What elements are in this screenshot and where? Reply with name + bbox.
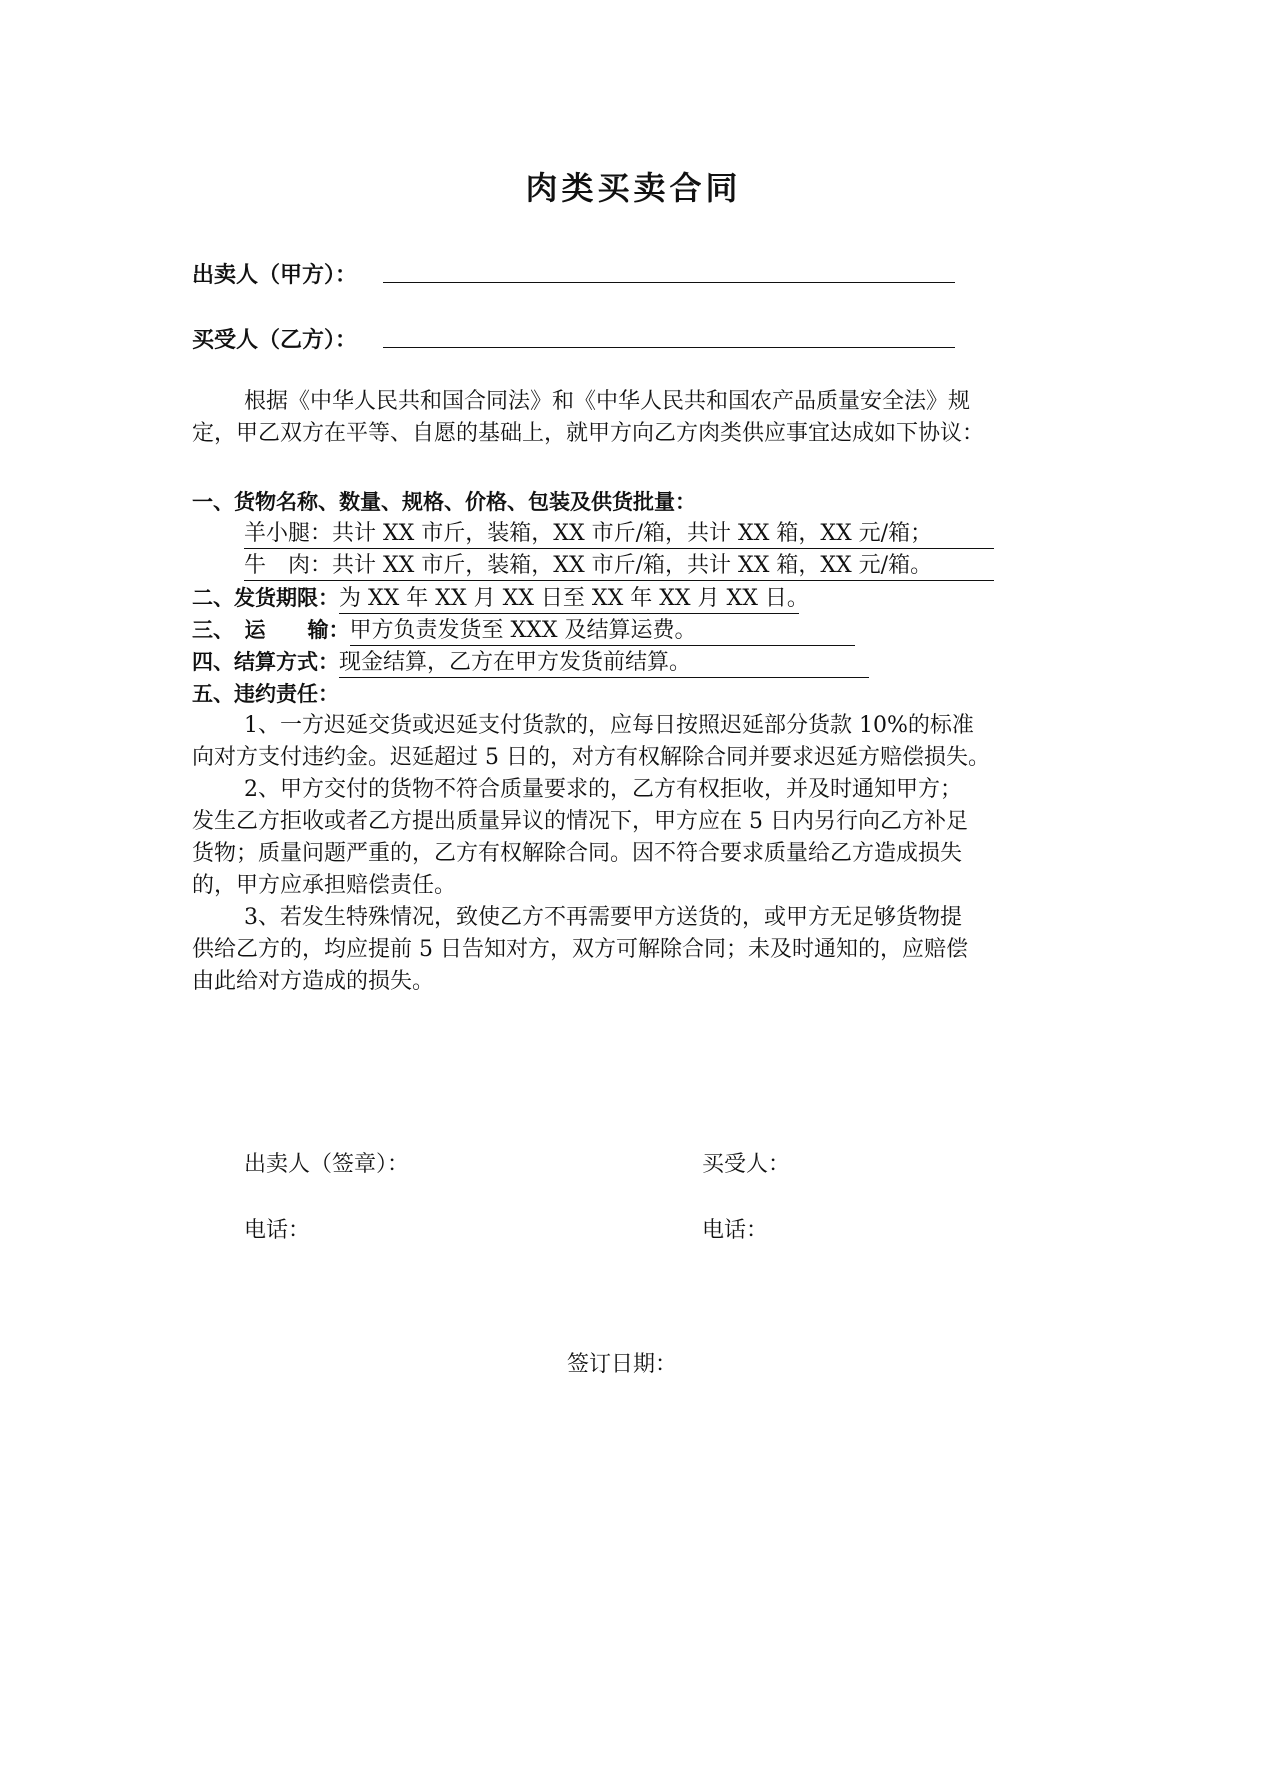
clause-3-line-3: 由此给对方造成的损失。 [192, 969, 435, 994]
clause-3-line-1: 3、若发生特殊情况，致使乙方不再需要甲方送货的，或甲方无足够货物提 [244, 905, 962, 930]
goods-item-lamb [244, 518, 994, 550]
goods-item-beef [244, 550, 994, 582]
section-4 [192, 646, 869, 679]
seller-blank-line [383, 282, 955, 283]
section-2 [192, 582, 809, 615]
section-3-label: 三、 运 输： [192, 618, 350, 642]
seller-label: 出卖人（甲方）： [192, 263, 358, 288]
section-1-title: 一、货物名称、数量、规格、价格、包装及供货批量： [192, 490, 696, 514]
section-5-title: 五、违约责任： [192, 682, 339, 706]
clause-1-line-1: 1、一方迟延交货或迟延支付货款的，应每日按照迟延部分货款 10%的标准 [244, 713, 974, 738]
section-2-label: 二、发货期限： [192, 586, 339, 610]
clause-2-line-4: 的，甲方应承担赔偿责任。 [192, 873, 457, 898]
clause-2-line-2: 发生乙方拒收或者乙方提出质量异议的情况下，甲方应在 5 日内另行向乙方补足 [192, 809, 968, 834]
preamble-line-1: 根据《中华人民共和国合同法》和《中华人民共和国农产品质量安全法》规 [244, 389, 971, 414]
clause-3-line-2: 供给乙方的，均应提前 5 日告知对方，双方可解除合同；未及时通知的，应赔偿 [192, 937, 968, 962]
goods-item-lamb-text: 羊小腿：共计 XX 市斤，装箱，XX 市斤/箱，共计 XX 箱，XX 元/箱； [244, 520, 994, 549]
section-3-value: 甲方负责发货至 XXX 及结算运费。 [350, 617, 855, 646]
signing-date-label: 签订日期： [567, 1352, 678, 1377]
clause-2-line-1: 2、甲方交付的货物不符合质量要求的，乙方有权拒收，并及时通知甲方； [244, 777, 962, 802]
goods-item-beef-text: 牛 肉：共计 XX 市斤，装箱，XX 市斤/箱，共计 XX 箱，XX 元/箱。 [244, 552, 994, 581]
signature-seller: 出卖人（签章）： [244, 1152, 410, 1177]
section-2-value: 为 XX 年 XX 月 XX 日至 XX 年 XX 月 XX 日。 [339, 585, 799, 614]
preamble-line-2: 定，甲乙双方在平等、自愿的基础上，就甲方向乙方肉类供应事宜达成如下协议： [192, 421, 985, 446]
contract-title: 肉类买卖合同 [525, 169, 742, 207]
buyer-phone-label: 电话： [702, 1218, 769, 1243]
clause-2-line-3: 货物；质量问题严重的，乙方有权解除合同。因不符合要求质量给乙方造成损失 [192, 841, 963, 866]
section-4-label: 四、结算方式： [192, 650, 339, 674]
buyer-label: 买受人（乙方）： [192, 328, 358, 353]
clause-1-line-2: 向对方支付违约金。迟延超过 5 日的，对方有权解除合同并要求迟延方赔偿损失。 [192, 745, 990, 770]
buyer-blank-line [383, 347, 955, 348]
section-4-value: 现金结算，乙方在甲方发货前结算。 [339, 649, 869, 678]
section-3 [192, 614, 855, 647]
seller-phone-label: 电话： [244, 1218, 311, 1243]
signature-buyer: 买受人： [702, 1152, 791, 1177]
